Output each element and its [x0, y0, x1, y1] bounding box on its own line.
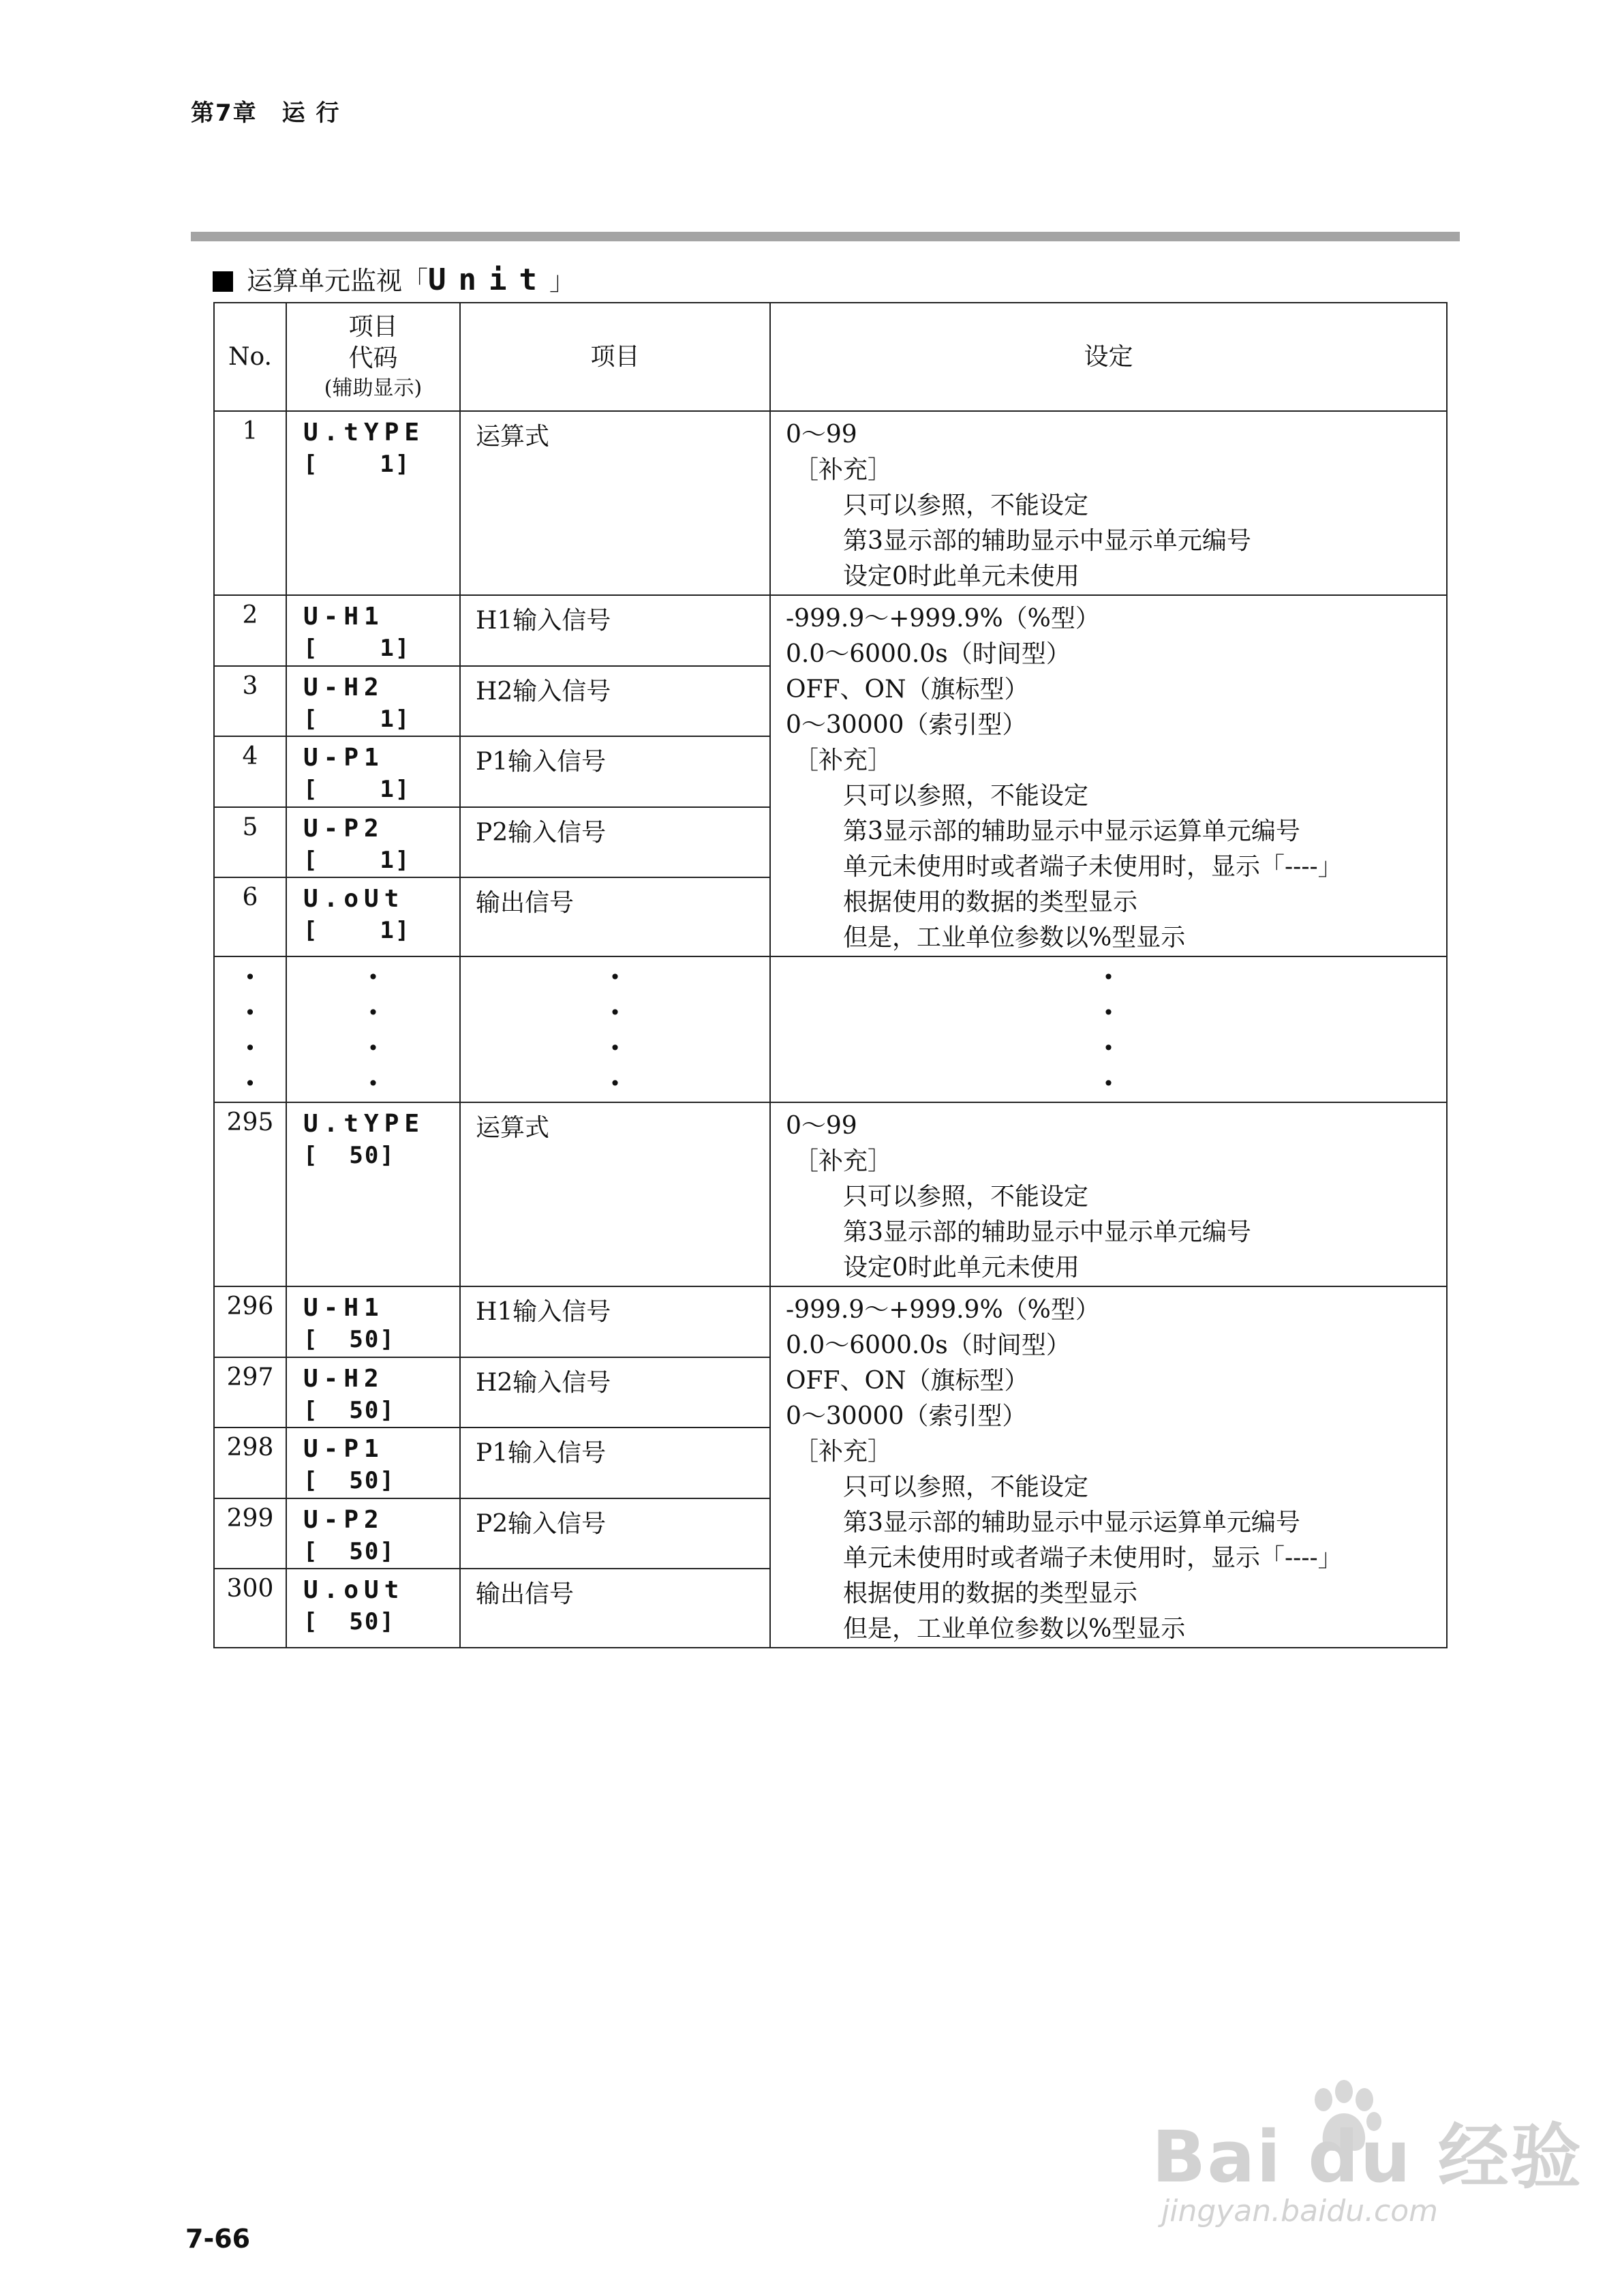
header-code-line3: (辅助显示) — [324, 376, 423, 400]
row-setting — [770, 1102, 1447, 1286]
row-no: 1 — [214, 411, 286, 595]
section-seg-code: Unit — [428, 262, 549, 297]
chapter-number: 第7章 — [191, 100, 258, 127]
setting-note: 只可以参照，不能设定 — [843, 492, 1089, 519]
row-code — [286, 1498, 460, 1569]
header-code-line1: 项目 — [348, 312, 398, 341]
setting-range: OFF、ON（旗标型） — [786, 1367, 1029, 1395]
ellipsis-cell: • • • • — [286, 956, 460, 1102]
row-item: 输出信号 — [460, 1569, 770, 1648]
row-no: 298 — [214, 1428, 286, 1498]
section-title-close: 」 — [549, 266, 575, 296]
setting-note: 根据使用的数据的类型显示 — [843, 1580, 1138, 1607]
setting-note: 只可以参照，不能设定 — [843, 1183, 1089, 1211]
row-code-sub: [ 50] — [303, 1467, 395, 1495]
chapter-title: 运 行 — [281, 100, 341, 127]
header-no: No. — [214, 303, 286, 411]
row-code-seg: U-P2 — [303, 1505, 384, 1534]
setting-note: 第3显示部的辅助显示中显示运算单元编号 — [843, 1509, 1300, 1537]
row-item: H2输入信号 — [460, 1357, 770, 1428]
row-code-sub: [ 1] — [303, 917, 411, 945]
row-code-seg: U-H1 — [303, 603, 384, 631]
row-code-seg: U.oUt — [303, 885, 405, 913]
watermark-brand: Bai du 经验 — [1152, 2115, 1582, 2199]
header-code-line2: 代码 — [348, 344, 398, 372]
row-code-sub: [ 1] — [303, 635, 411, 662]
header-setting: 设定 — [770, 303, 1447, 411]
row-code-sub: [ 50] — [303, 1396, 395, 1424]
header-item: 项目 — [460, 303, 770, 411]
row-code — [286, 1286, 460, 1357]
row-code — [286, 595, 460, 666]
row-code-sub: [ 1] — [303, 705, 411, 733]
setting-range: -999.9～+999.9%（%型） — [786, 605, 1100, 633]
table-row — [214, 1286, 1447, 1357]
row-no: 296 — [214, 1286, 286, 1357]
ellipsis-cell: • • • • — [214, 956, 286, 1102]
row-code — [286, 666, 460, 737]
chapter-header — [191, 94, 341, 127]
row-code-sub: [ 1] — [303, 846, 411, 874]
row-item: P2输入信号 — [460, 807, 770, 878]
section-rule — [191, 232, 1460, 241]
row-code-sub: [ 50] — [303, 1142, 395, 1169]
row-item: P1输入信号 — [460, 1428, 770, 1498]
row-code — [286, 1102, 460, 1286]
row-code-seg: U-P1 — [303, 744, 384, 772]
setting-supplement: ［补充］ — [794, 1147, 893, 1175]
row-code-sub: [ 50] — [303, 1326, 395, 1353]
row-code — [286, 1428, 460, 1498]
setting-note: 设定0时此单元未使用 — [843, 1254, 1080, 1282]
row-item: H1输入信号 — [460, 1286, 770, 1357]
row-setting — [770, 411, 1447, 595]
setting-supplement: ［补充］ — [794, 1438, 893, 1466]
setting-note: 根据使用的数据的类型显示 — [843, 888, 1138, 916]
row-code — [286, 411, 460, 595]
parameter-table — [213, 302, 1448, 1648]
row-code — [286, 736, 460, 807]
row-item: P1输入信号 — [460, 736, 770, 807]
row-setting — [770, 595, 1447, 956]
setting-note: 只可以参照，不能设定 — [843, 782, 1089, 810]
row-no: 295 — [214, 1102, 286, 1286]
row-code — [286, 1357, 460, 1428]
row-code-seg: U-P2 — [303, 814, 384, 843]
setting-note: 单元未使用时或者端子未使用时，显示「----」 — [843, 1544, 1343, 1572]
row-code-seg: U.oUt — [303, 1576, 405, 1605]
setting-range: 0～99 — [786, 421, 857, 449]
setting-note: 设定0时此单元未使用 — [843, 562, 1080, 590]
square-bullet-icon — [213, 271, 233, 292]
row-item: 输出信号 — [460, 877, 770, 956]
section-title-text: 运算单元监视「 — [247, 266, 429, 296]
row-code-seg: U.tYPE — [303, 1110, 425, 1138]
row-code-seg: U-H1 — [303, 1294, 384, 1322]
row-item: H1输入信号 — [460, 595, 770, 666]
setting-range: OFF、ON（旗标型） — [786, 676, 1029, 704]
table-row — [214, 411, 1447, 595]
setting-note: 但是，工业单位参数以%型显示 — [843, 1615, 1186, 1643]
row-code-sub: [ 1] — [303, 451, 411, 478]
table-row — [214, 595, 1447, 666]
section-title — [213, 263, 575, 298]
row-item: 运算式 — [460, 411, 770, 595]
setting-note: 第3显示部的辅助显示中显示单元编号 — [843, 527, 1251, 555]
row-code-seg: U-P1 — [303, 1435, 384, 1464]
ellipsis-row — [214, 956, 1447, 1102]
setting-note: 第3显示部的辅助显示中显示单元编号 — [843, 1218, 1251, 1246]
row-code-sub: [ 50] — [303, 1537, 395, 1565]
setting-note: 第3显示部的辅助显示中显示运算单元编号 — [843, 817, 1300, 845]
row-code-seg: U.tYPE — [303, 419, 425, 447]
row-no: 2 — [214, 595, 286, 666]
setting-note: 只可以参照，不能设定 — [843, 1473, 1089, 1501]
ellipsis-cell: • • • • — [460, 956, 770, 1102]
setting-range: 0～30000（索引型） — [786, 1402, 1027, 1430]
setting-range: 0.0～6000.0s（时间型） — [786, 640, 1071, 668]
row-code — [286, 877, 460, 956]
watermark-url: jingyan.baidu.com — [1161, 2194, 1439, 2229]
row-code — [286, 807, 460, 878]
table-header-row — [214, 303, 1447, 411]
setting-note: 单元未使用时或者端子未使用时，显示「----」 — [843, 853, 1343, 881]
ellipsis-cell: • • • • — [770, 956, 1447, 1102]
setting-note: 但是，工业单位参数以%型显示 — [843, 924, 1186, 952]
row-code-sub: [ 1] — [303, 776, 411, 804]
row-no: 4 — [214, 736, 286, 807]
row-no: 5 — [214, 807, 286, 878]
row-item: P2输入信号 — [460, 1498, 770, 1569]
setting-supplement: ［补充］ — [794, 746, 893, 774]
row-code-seg: U-H2 — [303, 1364, 384, 1393]
row-item: H2输入信号 — [460, 666, 770, 737]
row-item: 运算式 — [460, 1102, 770, 1286]
row-no: 3 — [214, 666, 286, 737]
row-no: 6 — [214, 877, 286, 956]
row-setting — [770, 1286, 1447, 1648]
table-row — [214, 1102, 1447, 1286]
page-number: 7-66 — [185, 2224, 251, 2254]
row-code — [286, 1569, 460, 1648]
row-code-seg: U-H2 — [303, 673, 384, 701]
setting-range: 0～30000（索引型） — [786, 711, 1027, 739]
watermark — [1152, 2079, 1582, 2236]
row-no: 299 — [214, 1498, 286, 1569]
setting-range: 0～99 — [786, 1112, 857, 1140]
row-code-sub: [ 50] — [303, 1608, 395, 1636]
setting-range: -999.9～+999.9%（%型） — [786, 1296, 1100, 1324]
row-no: 297 — [214, 1357, 286, 1428]
row-no: 300 — [214, 1569, 286, 1648]
setting-range: 0.0～6000.0s（时间型） — [786, 1331, 1071, 1359]
header-code — [286, 303, 460, 411]
setting-supplement: ［补充］ — [794, 456, 893, 484]
